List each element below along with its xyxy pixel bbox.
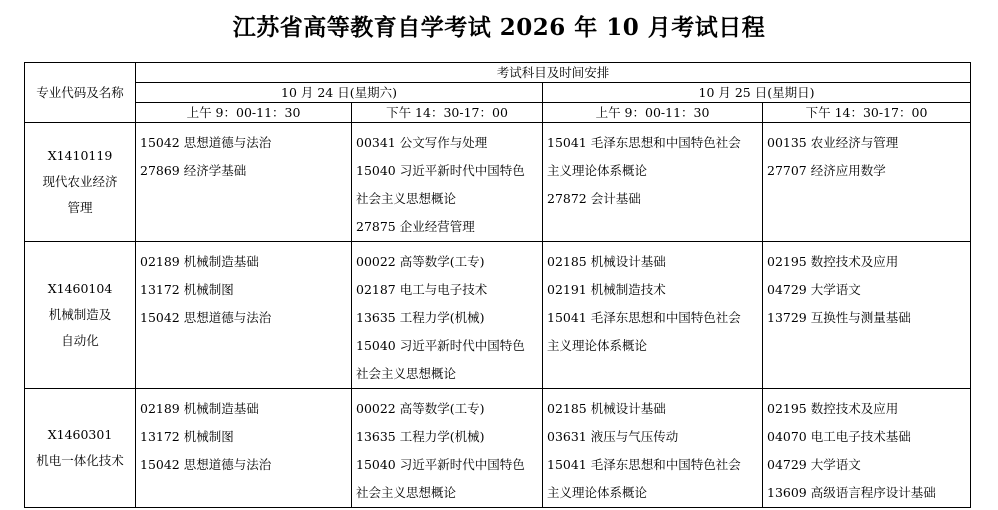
subject-line: 27872 会计基础 xyxy=(547,191,641,206)
subject-line: 00135 农业经济与管理 xyxy=(767,135,899,150)
exam-schedule-table xyxy=(24,62,971,508)
table-row xyxy=(25,389,971,508)
subject-line: 13635 工程力学(机械) xyxy=(356,429,485,444)
subject-line: 社会主义思想概论 xyxy=(356,191,457,206)
exam-slot xyxy=(763,242,971,389)
major-code: X1460301 xyxy=(47,427,113,442)
exam-slot xyxy=(136,123,352,242)
exam-slot xyxy=(763,123,971,242)
subject-line: 02187 电工与电子技术 xyxy=(356,282,488,297)
subject-line: 02185 机械设计基础 xyxy=(547,254,666,269)
subject-line: 15042 思想道德与法治 xyxy=(140,135,272,150)
session-header: 下午 14：30-17：00 xyxy=(763,103,971,123)
exam-slot xyxy=(136,242,352,389)
subject-line: 27869 经济学基础 xyxy=(140,163,247,178)
major-code: X1460104 xyxy=(47,281,113,296)
subject-line: 13609 高级语言程序设计基础 xyxy=(767,485,936,500)
schedule-group-header: 考试科目及时间安排 xyxy=(136,63,971,83)
day-header: 10 月 25 日(星期日) xyxy=(543,83,971,103)
subject-line: 主义理论体系概论 xyxy=(547,163,648,178)
major-cell xyxy=(25,123,136,242)
subject-line: 15040 习近平新时代中国特色 xyxy=(356,338,525,353)
subject-line: 13172 机械制图 xyxy=(140,429,234,444)
exam-slot xyxy=(136,389,352,508)
session-header: 下午 14：30-17：00 xyxy=(352,103,543,123)
subject-line: 00022 高等数学(工专) xyxy=(356,401,485,416)
subject-line: 15042 思想道德与法治 xyxy=(140,310,272,325)
exam-slot xyxy=(543,123,763,242)
subject-line: 04729 大学语文 xyxy=(767,457,861,472)
subject-line: 15041 毛泽东思想和中国特色社会 xyxy=(547,457,741,472)
subject-line: 02189 机械制造基础 xyxy=(140,401,259,416)
subject-line: 15040 习近平新时代中国特色 xyxy=(356,163,525,178)
major-column-header: 专业代码及名称 xyxy=(25,63,136,123)
session-header: 上午 9：00-11：30 xyxy=(543,103,763,123)
subject-line: 02195 数控技术及应用 xyxy=(767,401,899,416)
major-name-line: 自动化 xyxy=(61,333,99,348)
major-cell xyxy=(25,242,136,389)
subject-line: 15041 毛泽东思想和中国特色社会 xyxy=(547,310,741,325)
major-name-line: 现代农业经济 xyxy=(42,174,118,189)
subject-line: 15040 习近平新时代中国特色 xyxy=(356,457,525,472)
subject-line: 主义理论体系概论 xyxy=(547,338,648,353)
major-name-line: 管理 xyxy=(67,200,93,215)
subject-line: 03631 液压与气压传动 xyxy=(547,429,679,444)
subject-line: 主义理论体系概论 xyxy=(547,485,648,500)
subject-line: 02189 机械制造基础 xyxy=(140,254,259,269)
day-header: 10 月 24 日(星期六) xyxy=(136,83,543,103)
subject-line: 15042 思想道德与法治 xyxy=(140,457,272,472)
exam-slot xyxy=(543,389,763,508)
exam-slot xyxy=(352,123,543,242)
exam-slot xyxy=(543,242,763,389)
subject-line: 02191 机械制造技术 xyxy=(547,282,666,297)
session-header: 上午 9：00-11：30 xyxy=(136,103,352,123)
subject-line: 04070 电工电子技术基础 xyxy=(767,429,911,444)
subject-line: 13635 工程力学(机械) xyxy=(356,310,485,325)
table-row xyxy=(25,242,971,389)
subject-line: 04729 大学语文 xyxy=(767,282,861,297)
subject-line: 社会主义思想概论 xyxy=(356,366,457,381)
subject-line: 00341 公文写作与处理 xyxy=(356,135,488,150)
major-name-line: 机电一体化技术 xyxy=(36,453,124,468)
subject-line: 15041 毛泽东思想和中国特色社会 xyxy=(547,135,741,150)
exam-slot xyxy=(763,389,971,508)
subject-line: 00022 高等数学(工专) xyxy=(356,254,485,269)
exam-slot xyxy=(352,242,543,389)
major-cell xyxy=(25,389,136,508)
subject-line: 27707 经济应用数学 xyxy=(767,163,886,178)
table-row xyxy=(25,123,971,242)
page-title: 江苏省高等教育自学考试 2026 年 10 月考试日程 xyxy=(232,14,766,41)
major-name-line: 机械制造及 xyxy=(48,307,112,322)
subject-line: 02185 机械设计基础 xyxy=(547,401,666,416)
exam-slot xyxy=(352,389,543,508)
subject-line: 02195 数控技术及应用 xyxy=(767,254,899,269)
subject-line: 13729 互换性与测量基础 xyxy=(767,310,911,325)
subject-line: 社会主义思想概论 xyxy=(356,485,457,500)
subject-line: 13172 机械制图 xyxy=(140,282,234,297)
subject-line: 27875 企业经营管理 xyxy=(356,219,475,234)
major-code: X1410119 xyxy=(47,148,113,163)
